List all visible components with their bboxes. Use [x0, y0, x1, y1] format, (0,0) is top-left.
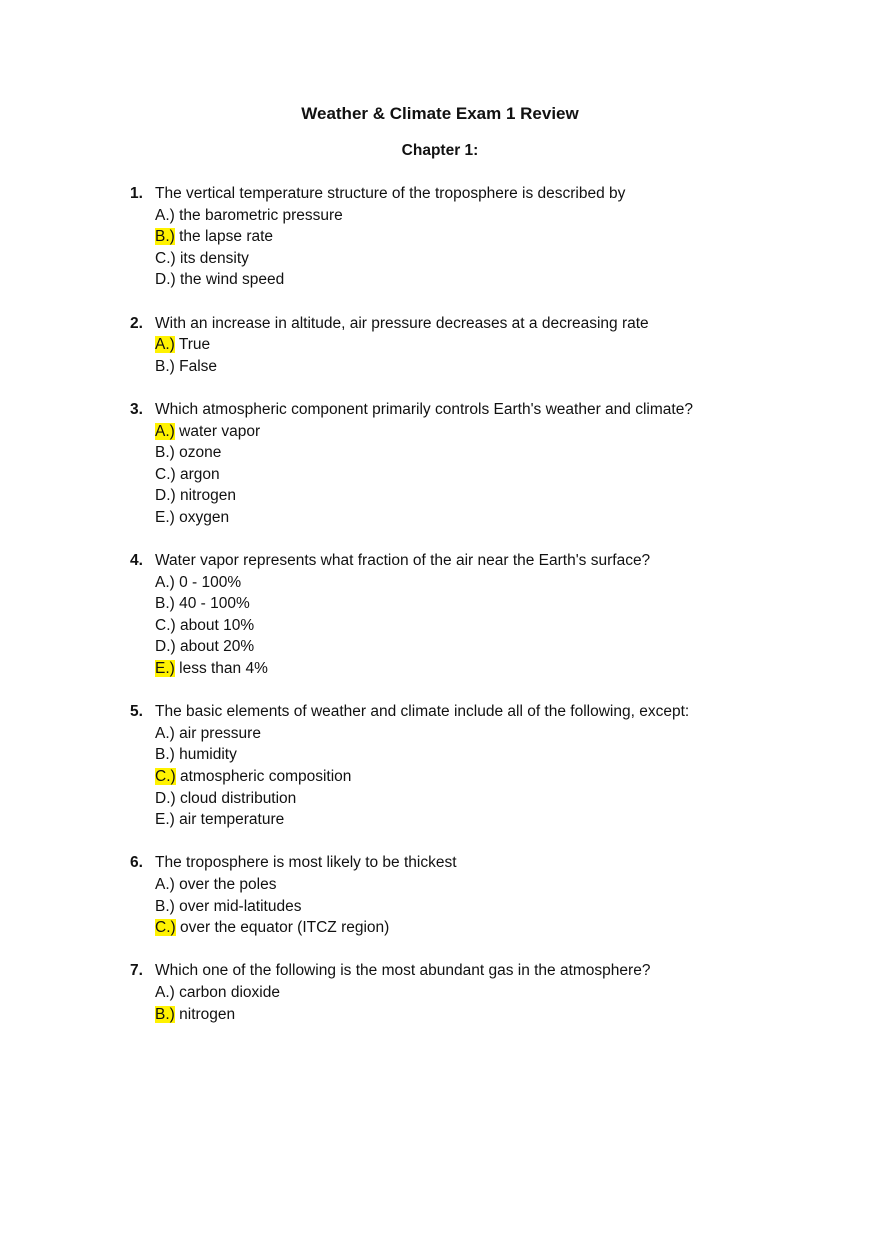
question-stem: [130, 701, 770, 723]
option-text: the barometric pressure: [179, 206, 343, 224]
question-6: [130, 852, 770, 938]
chapter-heading: Chapter 1:: [401, 142, 479, 159]
option-text: ozone: [179, 444, 222, 462]
question-text: Which one of the following is the most abundant gas in the atmosphere?: [155, 962, 651, 980]
question-number: 2.: [130, 314, 143, 332]
document-title: Weather & Climate Exam 1 Review: [301, 104, 579, 123]
answer-option: [130, 205, 770, 227]
option-text: 0 - 100%: [179, 573, 242, 591]
option-letter: B.): [155, 595, 175, 613]
question-stem: [130, 183, 770, 205]
option-text: argon: [179, 465, 220, 483]
question-text: The vertical temperature structure of the troposphere is described by: [155, 185, 626, 202]
question-number: 6.: [130, 854, 143, 872]
option-letter: D.): [155, 487, 176, 505]
question-stem: [130, 550, 770, 572]
answer-option: [130, 1004, 770, 1026]
option-text: atmospheric composition: [179, 768, 352, 786]
option-text: humidity: [179, 746, 237, 764]
answer-option: [130, 982, 770, 1004]
option-letter: A.): [155, 983, 175, 1001]
option-text: carbon dioxide: [179, 983, 280, 1001]
answer-option: [130, 917, 770, 939]
option-letter: C.): [155, 465, 176, 483]
question-1: [130, 183, 770, 291]
answer-option: [130, 766, 770, 788]
answer-option: [130, 485, 770, 507]
option-text: over the equator (ITCZ region): [179, 919, 390, 937]
option-letter: A.): [155, 724, 175, 742]
option-text: air temperature: [179, 811, 285, 829]
answer-option: [130, 788, 770, 810]
question-2: [130, 313, 770, 378]
option-letter: D.): [155, 789, 176, 807]
question-stem: [130, 852, 770, 874]
correct-answer-letter: C.): [155, 768, 176, 786]
question-number: 1.: [130, 185, 143, 202]
option-text: cloud distribution: [179, 789, 297, 807]
answer-option: [130, 593, 770, 615]
answer-option: [130, 269, 770, 291]
question-text: The troposphere is most likely to be thickest: [155, 854, 457, 872]
option-text: the wind speed: [179, 271, 285, 289]
answer-option: [130, 507, 770, 529]
correct-answer-letter: E.): [155, 660, 175, 678]
answer-option: [130, 226, 770, 248]
question-3: [130, 399, 770, 529]
option-letter: A.): [155, 206, 175, 224]
answer-option: [130, 744, 770, 766]
question-number: 4.: [130, 552, 143, 570]
option-letter: E.): [155, 811, 175, 829]
option-text: less than 4%: [179, 660, 268, 678]
question-number: 5.: [130, 703, 143, 721]
option-letter: B.): [155, 357, 175, 375]
option-letter: C.): [155, 616, 176, 634]
option-letter: B.): [155, 746, 175, 764]
answer-option: [130, 723, 770, 745]
question-7: [130, 960, 770, 1025]
answer-option: [130, 874, 770, 896]
option-text: over the poles: [179, 876, 277, 893]
correct-answer-letter: C.): [155, 919, 176, 937]
option-text: air pressure: [179, 724, 261, 742]
correct-answer-letter: A.): [155, 422, 175, 440]
option-text: about 20%: [179, 638, 255, 656]
option-text: about 10%: [179, 616, 255, 634]
answer-option: [130, 421, 770, 443]
option-text: False: [179, 357, 218, 375]
answer-option: [130, 248, 770, 270]
option-text: True: [178, 336, 211, 354]
correct-answer-letter: B.): [155, 228, 175, 246]
question-stem: [130, 399, 770, 421]
answer-option: [130, 442, 770, 464]
option-letter: E.): [155, 508, 175, 526]
correct-answer-letter: A.): [155, 336, 175, 354]
question-stem: [130, 960, 770, 982]
answer-option: [130, 464, 770, 486]
question-text: The basic elements of weather and climate include all of the following, except:: [155, 703, 690, 721]
answer-option: [130, 636, 770, 658]
option-text: oxygen: [179, 508, 230, 526]
question-list: [130, 183, 770, 1047]
option-letter: D.): [155, 271, 176, 289]
question-stem: [130, 313, 770, 335]
answer-option: [130, 658, 770, 680]
option-text: its density: [179, 249, 249, 267]
question-text: With an increase in altitude, air pressure decreases at a decreasing rate: [155, 314, 649, 332]
option-letter: B.): [155, 444, 175, 462]
answer-option: [130, 572, 770, 594]
answer-option: [130, 809, 770, 831]
option-letter: A.): [155, 876, 175, 893]
option-text: water vapor: [179, 422, 261, 440]
question-number: 3.: [130, 400, 143, 418]
correct-answer-letter: B.): [155, 1005, 175, 1023]
answer-option: [130, 356, 770, 378]
option-letter: A.): [155, 573, 175, 591]
option-letter: C.): [155, 249, 176, 267]
option-text: nitrogen: [179, 487, 236, 505]
answer-option: [130, 896, 770, 918]
option-text: 40 - 100%: [179, 595, 250, 613]
option-letter: B.): [155, 897, 175, 915]
question-4: [130, 550, 770, 680]
option-text: nitrogen: [179, 1005, 236, 1023]
question-5: [130, 701, 770, 831]
answer-option: [130, 615, 770, 637]
option-text: the lapse rate: [179, 228, 274, 246]
question-number: 7.: [130, 962, 143, 980]
question-text: Which atmospheric component primarily controls Earth's weather and climate?: [155, 400, 693, 418]
option-letter: D.): [155, 638, 176, 656]
answer-option: [130, 334, 770, 356]
option-text: over mid-latitudes: [179, 897, 302, 915]
question-text: Water vapor represents what fraction of the air near the Earth's surface?: [155, 552, 651, 570]
